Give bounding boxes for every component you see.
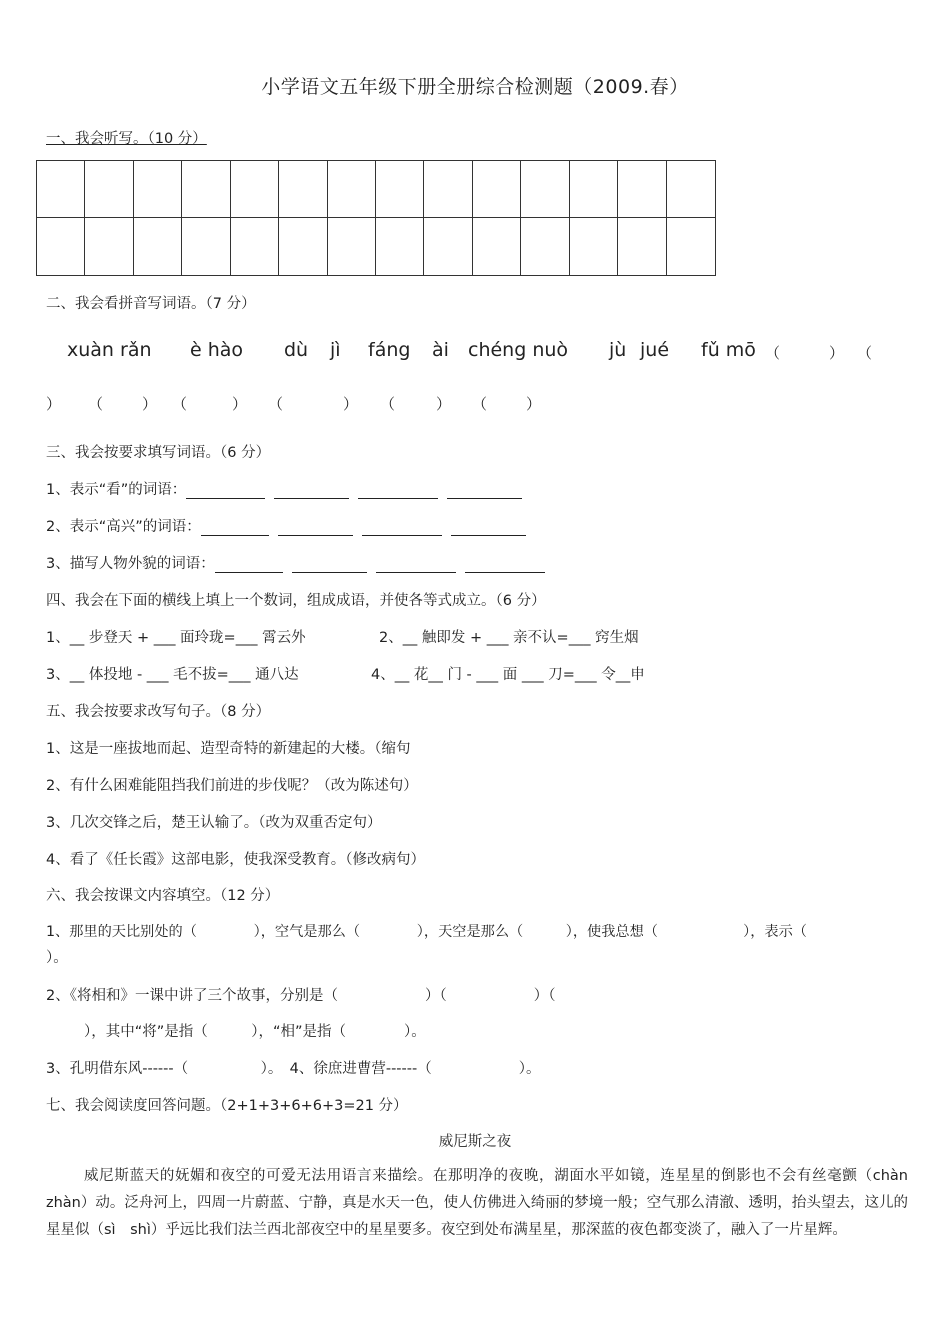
reading-passage: 威尼斯蓝天的妩媚和夜空的可爱无法用语言来描绘。在那明净的夜晚，湖面水平如镜，连星星的倒影也不会有丝毫颤（chàn zhàn）动。泛舟河上，四周一片蔚蓝、宁静，真是水天一色，使人仿佛进入绮丽的梦境一般；空气那么清澈、透明，抬头望去，这儿的星星似（sì shì）乎远比我们法兰西北部夜空中的星星要多。夜空到处布满星星，那深蓝的夜色都变淡了，融入了一片星辉。 <box>46 1168 923 1238</box>
grid-cell[interactable] <box>328 218 376 275</box>
section-3-heading: 三、我会按要求填写词语。（6 分） <box>46 445 271 461</box>
pinyin-5: fáng <box>368 339 411 361</box>
fill-question-2-cont: ），其中“将”是指（ ），“相”是指（ ）。 <box>84 1024 426 1040</box>
fill-question-2: 2、《将相和》一课中讲了三个故事，分别是（ ）（ ）（ <box>46 988 556 1004</box>
grid-cell[interactable] <box>521 218 569 275</box>
rewrite-item-4: 4、看了《任长霞》这部电影，使我深受教育。（修改病句） <box>46 852 425 868</box>
answer-blank[interactable] <box>362 519 442 536</box>
answer-blank[interactable] <box>465 556 545 573</box>
answer-blank[interactable] <box>292 556 367 573</box>
answer-paren-open: （ <box>88 395 104 413</box>
grid-cell[interactable] <box>182 218 230 275</box>
grid-cell[interactable] <box>473 218 521 275</box>
pinyin-4: jì <box>330 339 341 361</box>
answer-paren-close: ） <box>343 395 359 413</box>
idiom-equation-1: 1、__ 步登天 + ___ 面玲珑=___ 霄云外 <box>46 630 306 646</box>
rewrite-item-1: 1、这是一座拔地而起、造型奇特的新建起的大楼。（缩句 <box>46 741 411 757</box>
answer-paren-close: ） <box>232 395 248 413</box>
answer-paren-close: ） <box>142 395 158 413</box>
grid-cell[interactable] <box>231 161 279 218</box>
fill-question-3-4: 3、孔明借东风------（ ）。 4、徐庶进曹营------（ ）。 <box>46 1061 541 1077</box>
answer-paren-open: （ <box>765 344 781 362</box>
grid-cell[interactable] <box>618 218 666 275</box>
answer-blank[interactable] <box>278 519 353 536</box>
page-title: 小学语文五年级下册全册综合检测题（2009.春） <box>261 76 689 98</box>
section-5-heading: 五、我会按要求改写句子。（8 分） <box>46 704 271 720</box>
answer-blank[interactable] <box>274 482 349 499</box>
pinyin-2: è hào <box>190 339 244 361</box>
answer-blank[interactable] <box>358 482 438 499</box>
fill-line-1 <box>46 478 531 499</box>
grid-cell[interactable] <box>37 161 85 218</box>
grid-cell[interactable] <box>667 161 715 218</box>
answer-paren-close: ） <box>436 395 452 413</box>
idiom-equation-2: 2、__ 触即发 + ___ 亲不认=___ 窍生烟 <box>379 630 639 646</box>
answer-paren-open: （ <box>268 395 284 413</box>
section-1-heading: 一、我会听写。（10 分） <box>46 131 207 147</box>
grid-cell[interactable] <box>279 161 327 218</box>
answer-paren-close: ） <box>526 395 542 413</box>
section-2-heading: 二、我会看拼音写词语。（7 分） <box>46 296 256 312</box>
pinyin-9: jué <box>640 339 670 361</box>
fill-label: 3、描写人物外貌的词语： <box>46 556 215 572</box>
grid-cell[interactable] <box>328 161 376 218</box>
grid-cell[interactable] <box>570 218 618 275</box>
section-7-heading: 七、我会阅读度回答问题。（2+1+3+6+6+3=21 分） <box>46 1098 408 1114</box>
answer-blank[interactable] <box>201 519 269 536</box>
answer-paren-open: （ <box>380 395 396 413</box>
grid-cell[interactable] <box>521 161 569 218</box>
fill-line-3 <box>46 552 554 573</box>
pinyin-3: dù <box>284 339 309 361</box>
fill-label: 2、表示“高兴”的词语： <box>46 519 201 535</box>
answer-paren-open: （ <box>172 395 188 413</box>
grid-cell[interactable] <box>85 161 133 218</box>
grid-cell[interactable] <box>473 161 521 218</box>
answer-blank[interactable] <box>215 556 283 573</box>
fill-label: 1、表示“看”的词语： <box>46 482 187 498</box>
grid-cell[interactable] <box>618 161 666 218</box>
answer-paren-open: （ <box>857 344 873 362</box>
rewrite-item-2: 2、有什么困难能阻挡我们前进的步伐呢？（改为陈述句） <box>46 778 418 794</box>
section-6-heading: 六、我会按课文内容填空。（12 分） <box>46 888 280 904</box>
answer-paren-open: （ <box>472 395 488 413</box>
fill-question-1: 1、那里的天比别处的（ ），空气是那么（ ），天空是那么（ ），使我总想（ ），表示（ <box>46 924 807 940</box>
answer-blank[interactable] <box>376 556 456 573</box>
pinyin-10: fǔ mō <box>701 339 756 361</box>
grid-cell[interactable] <box>424 218 472 275</box>
grid-cell[interactable] <box>85 218 133 275</box>
dictation-grid[interactable] <box>36 160 716 276</box>
pinyin-8: jù <box>609 339 627 361</box>
idiom-equation-3: 3、__ 体投地 - ___ 毛不拔=___ 通八达 <box>46 667 299 683</box>
section-4-heading: 四、我会在下面的横线上填上一个数词，组成成语，并使各等式成立。（6 分） <box>46 593 546 609</box>
answer-blank[interactable] <box>451 519 526 536</box>
answer-blank[interactable] <box>447 482 522 499</box>
rewrite-item-3: 3、几次交锋之后，楚王认输了。（改为双重否定句） <box>46 815 382 831</box>
grid-cell[interactable] <box>424 161 472 218</box>
answer-paren-close: ） <box>829 344 845 362</box>
fill-line-2 <box>46 515 535 536</box>
pinyin-1: xuàn rǎn <box>67 339 152 361</box>
grid-cell[interactable] <box>376 161 424 218</box>
grid-cell[interactable] <box>376 218 424 275</box>
pinyin-7: chéng nuò <box>468 339 569 361</box>
fill-question-1-end: ）。 <box>46 950 68 966</box>
grid-cell[interactable] <box>279 218 327 275</box>
grid-cell[interactable] <box>231 218 279 275</box>
answer-paren-close: ） <box>46 395 62 413</box>
grid-cell[interactable] <box>667 218 715 275</box>
grid-cell[interactable] <box>182 161 230 218</box>
grid-cell[interactable] <box>570 161 618 218</box>
grid-cell[interactable] <box>37 218 85 275</box>
pinyin-6: ài <box>432 339 449 361</box>
passage-title: 威尼斯之夜 <box>438 1134 512 1150</box>
grid-cell[interactable] <box>134 161 182 218</box>
grid-cell[interactable] <box>134 218 182 275</box>
idiom-equation-4: 4、__ 花__ 门 - ___ 面 ___ 刀=___ 令__申 <box>371 667 645 683</box>
answer-blank[interactable] <box>186 482 265 499</box>
